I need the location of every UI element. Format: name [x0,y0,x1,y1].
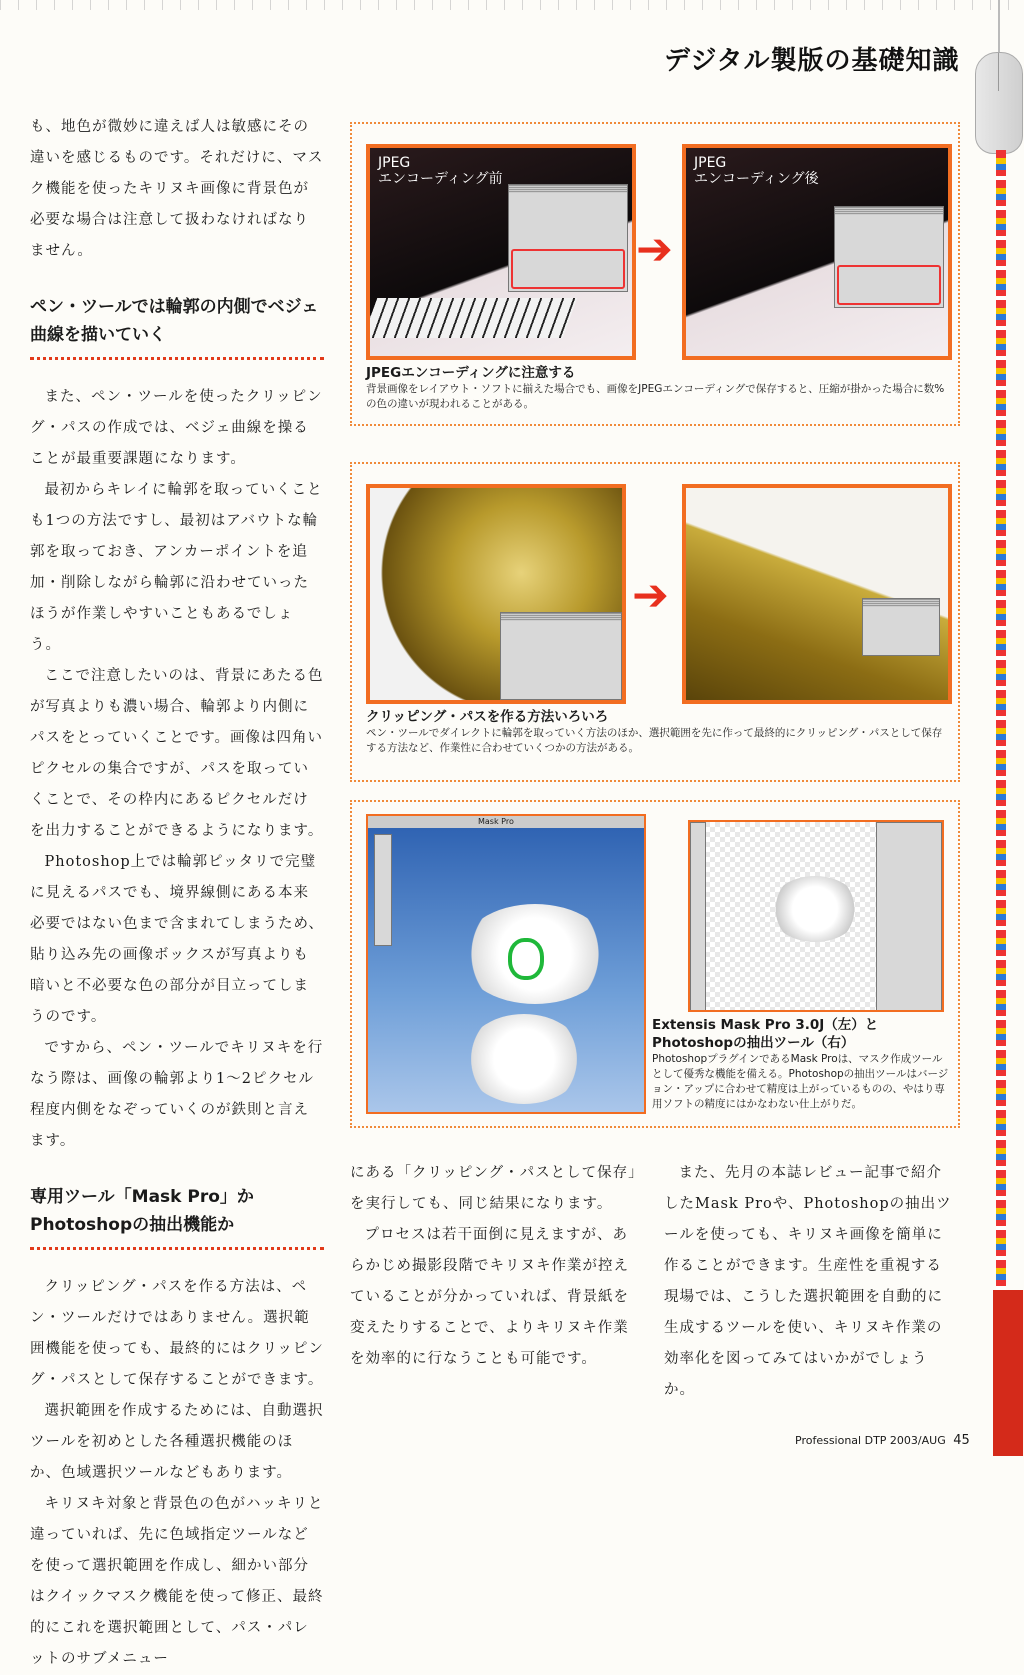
section-heading: ペン・ツールでは輪郭の内側でベジェ曲線を描いていく [30,293,324,360]
before-label-line2: エンコーディング前 [378,171,503,187]
green-brush-stroke [508,938,544,980]
paragraph: にある「クリッピング・パスとして保存」を実行しても、同じ結果になります。 [350,1165,637,1212]
decorative-ribbon [996,150,1006,1330]
left-column [30,112,324,1675]
after-label-line1: JPEG [694,155,727,171]
paragraph: キリヌキ対象と背景色の色がハッキリと違っていれば、先に色域指定ツールなどを使って選択範囲を作成し、細かい部分はクイックマスク機能を使って修正、最終的にこれを選択範囲として、パス・パレットのサブメニュー [30,1496,324,1667]
extract-toolbox [690,822,706,1012]
section-heading: 専用ツール「Mask Pro」かPhotoshopの抽出機能か [30,1183,324,1250]
maskpro-titlebar: Mask Pro [368,816,644,828]
middle-column [350,1158,640,1375]
arrow-right-icon: ➔ [636,224,673,275]
paragraph: ですから、ペン・ツールでキリヌキを行なう際は、画像の輪郭より1～2ピクセル程度内側をなぞっていくのが鉄則と言えます。 [30,1040,324,1149]
paragraph: また、先月の本誌レビュー記事で紹介したMask Proや、Photoshopの抽出ツールを使っても、キリヌキ画像を簡単に作ることができます。生産性を重視する現場では、こうした選択範囲を自動的に生成するツールを使い、キリヌキ作業の効率化を図ってみてはいかがでしょうか。 [664,1165,952,1398]
paragraph: また、ペン・ツールを使ったクリッピング・パスの作成では、ベジェ曲線を操ることが最重要課題になります。 [30,389,323,467]
paths-palette [500,612,622,700]
figure-clipping-panel [350,462,960,782]
top-ruler [0,0,1024,10]
after-label-line2: エンコーディング後 [694,171,819,187]
info-palette-after [834,206,944,308]
maskpro-screenshot [366,814,646,1114]
figure-jpeg-panel [350,122,960,426]
figure3-caption-body: PhotoshopプラグインであるMask Proは、マスク作成ツールとして優秀な機能を備える。Photoshopの抽出ツールはバージョン・アップに合わせて精度は上がっているものの、やはり専用ソフトの精度にはかなわない仕上がりだ。 [652,1053,949,1110]
right-column [664,1158,956,1406]
trumpet-photo [366,484,626,704]
photoshop-extract-screenshot [688,820,944,1012]
page-number: 45 [953,1433,970,1448]
info-palette-before [508,184,628,292]
figure2-caption-body: ペン・ツールでダイレクトに輪郭を取っていく方法のほか、選択範囲を先に作って最終的にクリッピング・パスとして保存する方法など、作業性に合わせていくつかの方法がある。 [366,727,943,754]
paragraph: Photoshop上では輪郭ピッタリで完璧に見えるパスでも、境界線側にある本来必要ではない色まで含まれてしまうため、貼り込み先の画像ボックスが写真よりも暗いと不必要な色の部分が目立ってしまうのです。 [30,854,324,1025]
piano-photo-before [366,144,636,360]
paragraph: 選択範囲を作成するためには、自動選択ツールを初めとした各種選択機能のほか、色域選択ツールなどもあります。 [30,1403,324,1481]
paragraph: プロセスは若干面倒に見えますが、あらかじめ撮影段階でキリヌキ作業が控えていることが分かっていれば、背景紙を変えたりすることで、よりキリヌキ作業を効率的に行なうことも可能です。 [350,1227,629,1367]
figure-maskpro-panel [350,800,960,1128]
figure1-caption-body: 背景画像をレイアウト・ソフトに揃えた場合でも、画像をJPEGエンコーディングで保存すると、圧縮が掛かった場合に数%の色の違いが現われることがある。 [366,383,945,410]
mouse-illustration [975,52,1023,154]
trumpet-bell-shape [686,488,948,700]
paragraph: クリッピング・パスを作る方法は、ペン・ツールだけではありません。選択範囲機能を使っても、最終的にはクリッピング・パスとして保存することができます。 [30,1279,324,1388]
ribbon-tag [993,1290,1023,1456]
piano-keys [366,298,577,338]
paragraph: ここで注意したいのは、背景にあたる色が写真よりも濃い場合、輪郭より内側にパスをとっていくことです。画像は四角いピクセルの集合ですが、パスを取っていくことで、その枠内にあるピクセルだけを出力することができるようになります。 [30,668,324,839]
cotton-flower-extract [770,876,860,942]
figure2-caption-title: クリッピング・パスを作る方法いろいろ [366,709,609,725]
layers-palette [862,598,940,656]
paragraph: も、地色が微妙に違えば人は敏感にその違いを感じるものです。それだけに、マスク機能を使ったキリヌキ画像に背景色が必要な場合は注意して扱わなければなりません。 [30,119,324,259]
extract-options-panel [876,822,942,1012]
maskpro-toolbox [374,834,392,946]
piano-photo-after [682,144,952,360]
page-footer [795,1433,970,1448]
figure3-caption-title: Extensis Mask Pro 3.0J（左）とPhotoshopの抽出ツール（右） [652,1017,879,1051]
paragraph: 最初からキレイに輪郭を取っていくことも1つの方法ですし、最初はアバウトな輪郭を取っておき、アンカーポイントを追加・削除しながら輪郭に沿わせていったほうが作業しやすいこともあるでしょう。 [30,482,323,653]
page-header-title: デジタル製版の基礎知識 [664,46,960,76]
arrow-right-icon: ➔ [632,570,669,621]
trumpet-bell-photo [682,484,952,704]
cotton-flower-2 [464,1014,584,1104]
before-label-line1: JPEG [378,155,411,171]
figure1-caption-title: JPEGエンコーディングに注意する [366,365,576,381]
mouse-cord [998,0,1000,54]
magazine-name: Professional DTP 2003/AUG [795,1434,946,1447]
